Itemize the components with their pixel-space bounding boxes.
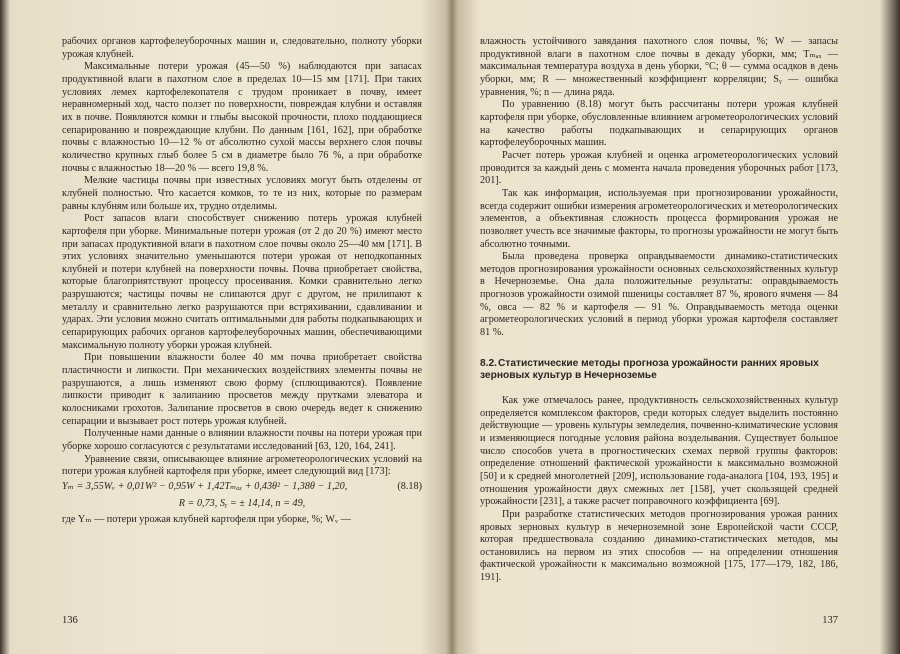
- paragraph: Так как информация, используемая при прогнозировании урожайности, всегда содержит ошибки измерения агрометеорологических и метеорологических элементов, а объективная сложность процесса формирования урожая не позволяет учесть все значимые факторы, то прогнозы урожайности не могут быть абсолютно точными.: [480, 187, 838, 250]
- page-number: 136: [62, 615, 78, 626]
- paragraph: Как уже отмечалось ранее, продуктивность сельскохозяйственных культур определяется комплексом факторов, среди которых следует выделить постоянно действующие — уровень культуры земледелия, почвенно-климатические условия и изменяющиеся погодные условия района возделывания. Существует большое число способов учета в прогностических схемах первой группы факторов: определение отношений фактической урожайности к максимально возможной [50] и к средней многолетней [209], использование года-аналога [104, 193, 195] и отношения урожайности двух смежных лет [158], учет скользящей средней урожайности [231], а также расчет поправочного коэффициента [69].: [480, 394, 838, 508]
- paragraph: Максимальные потери урожая (45—50 %) наблюдаются при запасах продуктивной влаги в пахотном слое в пределах 10—15 мм [171]. При таких условиях лемех картофелекопателя с трудом проникает в почву, имеет неравномерный ход, часто ползет по поверхности, повреждая клубни и оставляя их в почве. Появляются комки и глыбы высокой прочности, плохо поддающиеся сепарированию и повреждающие клубни. По данным [161, 162], при обработке почвы с влажностью 10—12 % от абсолютно сухой массы верхнего слоя почвы количество крупных глыб более 5 см в диаметре было 76 %, а при обработке почвы с влажностью 18—20 % — всего 19,8 %.: [62, 61, 422, 174]
- left-page: [62, 0, 422, 654]
- paragraph: Расчет потерь урожая клубней и оценка агрометеорологических условий проводится за каждый день с момента начала проведения уборочных работ [173, 201].: [480, 149, 838, 187]
- section-title: Статистические методы прогноза урожайности ранних яровых зерновых культур в Нечерноземье: [480, 357, 819, 382]
- paragraph: При повышении влажности более 40 мм почва приобретает свойства пластичности и липкости. При механических воздействиях элементы почвы не разрушаются, а лишь изменяют свою форму (сплющиваются). Появление липкости приводит к залипанию просветов между прутками элеватора и колосниками грохотов. Залипание просветов в свою очередь ведет к снижению сепарации и вызывает рост потерь урожая клубней.: [62, 352, 422, 427]
- paragraph: Была проведена проверка оправдываемости динамико-статистических методов прогнозирования урожайности основных сельскохозяйственных культур в Нечерноземье. Она дала положительные результаты: оправдываемость прогнозов урожайности озимой пшеницы составляет 87 %, ярового ячменя — 84 %, овса — 82 % и картофеля — 91 %. Оправдываемость метода оценки агрометеорологических условий в период уборки урожая картофеля составляет 81 %.: [480, 251, 838, 339]
- paragraph: При разработке статистических методов прогнозирования урожая ранних яровых зерновых культур в нечерноземной зоне Европейской части СССР, которая предшествовала созданию динамико-статистических методов, мы остановились на первом из этих способов — на определении отношения фактической урожайности к максимально возможной [175, 177—179, 182, 186, 191].: [480, 508, 838, 584]
- equation-statistics: R = 0,73, Sᵧ = ± 14,14, n = 49,: [178, 497, 306, 509]
- paragraph: Уравнение связи, описывающее влияние агрометеорологических условий на потери урожая клубней картофеля при уборке, имеет следующий вид [173]:: [62, 453, 422, 478]
- paragraph: Мелкие частицы почвы при известных условиях могут быть отделены от клубней полностью. Что касается комков, то те из них, которые по размерам равны клубням или больше их, трудно отделимы.: [62, 175, 422, 212]
- equation-number: (8.18): [397, 480, 422, 492]
- right-page: [480, 0, 838, 654]
- equation-body: Yₘ = 3,55Wᵥ + 0,01W² − 0,95W + 1,42Tₘₐₓ + 0,43θ² − 1,38θ − 1,20,: [62, 480, 348, 492]
- paragraph: По уравнению (8.18) могут быть рассчитаны потери урожая клубней картофеля при уборке, обусловленные влиянием агрометеорологических условий на качество работы подкапывающих и сепарирующих органов картофелеуборочных машин.: [480, 99, 838, 149]
- left-page-text: [62, 36, 422, 527]
- paragraph: Полученные нами данные о влиянии влажности почвы на потери урожая при уборке хорошо согласуются с результатами исследований [63, 120, 164, 241].: [62, 428, 422, 452]
- right-page-text: [480, 36, 838, 585]
- equation-8-18: [62, 481, 422, 494]
- section-number: 8.2.: [480, 357, 497, 369]
- paragraph: Рост запасов влаги способствует снижению потерь урожая клубней картофеля при уборке. Минимальные потери урожая (от 2 до 20 %) имеют место при запасах продуктивной влаги в пахотном слое почвы около 25—40 мм [171]. В этих условиях значительно уменьшаются потери урожая от неподкопанных клубней и потери клубней на поверхности почвы. Почва приобретает свойства, которые благоприятствуют процессу просеивания. Комки сравнительно легко разрушаются; частицы почвы не слипаются друг с другом, не прилипают к металлу и сравнительно легко разрушаются при встряхивании, сдавливании и ударах. Эти условия можно считать оптимальными для работы подкапывающих и сепарирующих рабочих органов картофелеуборочных машин, обеспечивающими максимальную полноту уборки урожая клубней.: [62, 213, 422, 351]
- paragraph: рабочих органов картофелеуборочных машин и, следовательно, полноту уборки урожая клубней.: [62, 36, 422, 60]
- paragraph: где Yₘ — потери урожая клубней картофеля при уборке, %; Wᵥ —: [62, 514, 351, 526]
- page-number: 137: [822, 615, 838, 626]
- paragraph: влажность устойчивого завядания пахотного слоя почвы, %; W — запасы продуктивной влаги в пахотном слое почвы в декаду уборки, мм; Tₘₐₓ — максимальная температура воздуха в день уборки, °С; θ — сумма осадков в день уборки, мм; R — множественный коэффициент корреляции; Sᵧ — ошибка уравнения, %; n — длина ряда.: [480, 36, 838, 98]
- section-heading: [480, 358, 838, 383]
